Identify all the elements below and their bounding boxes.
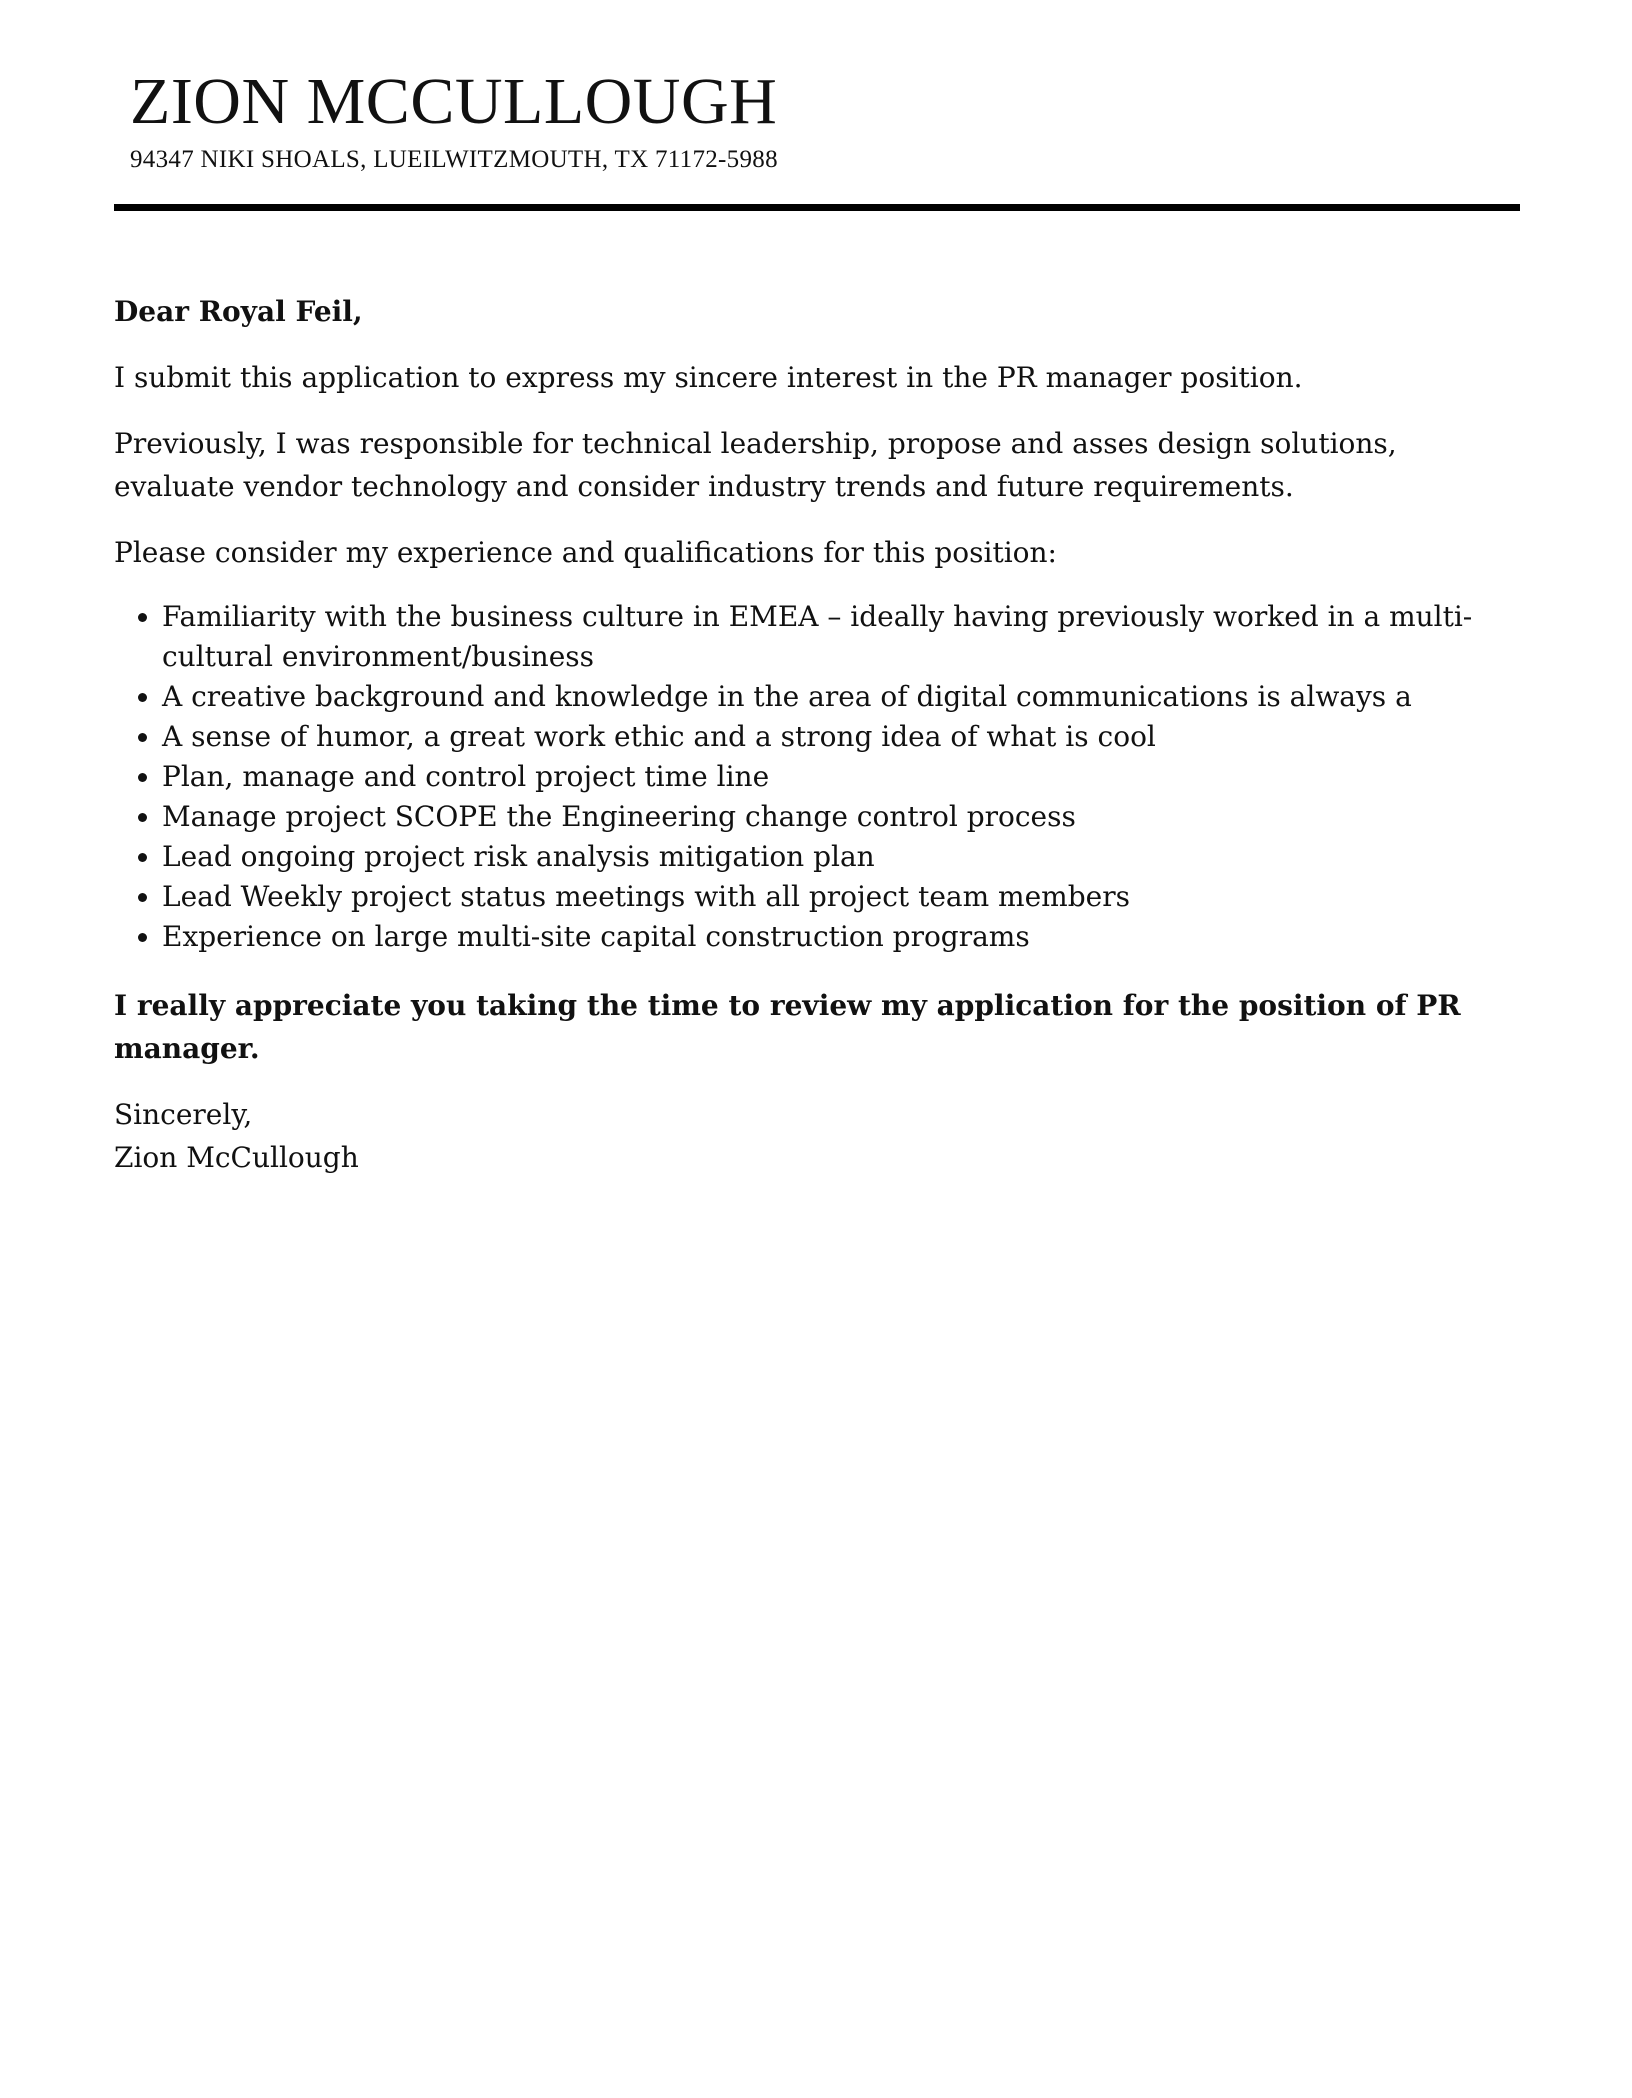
qualifications-lead-in: Please consider my experience and qualifications for this position: — [114, 536, 1057, 569]
list-item: • Plan, manage and control project time line — [162, 757, 1514, 797]
signature-name: Zion McCullough — [114, 1141, 359, 1174]
list-item: • Familiarity with the business culture in EMEA – ideally having previously worked in a multi-cultural environment/business — [162, 597, 1514, 677]
list-item: • A sense of humor, a great work ethic and a strong idea of what is cool — [162, 717, 1514, 757]
signoff: Sincerely, — [114, 1098, 253, 1131]
sender-address: 94347 NIKI SHOALS, LUEILWITZMOUTH, TX 71172-5988 — [130, 146, 778, 173]
letter-header — [130, 62, 1510, 176]
list-item: • Lead Weekly project status meetings with all project team members — [162, 877, 1514, 917]
header-divider — [114, 204, 1520, 211]
closing-paragraph: I really appreciate you taking the time to review my application for the position of PR manager. — [114, 989, 1461, 1065]
sender-name: ZION MCCULLOUGH — [130, 65, 778, 138]
salutation: Dear Royal Feil, — [114, 295, 363, 328]
experience-paragraph: Previously, I was responsible for technical leadership, propose and asses design solutions, evaluate vendor technology and consider industry trends and future requirements. — [114, 427, 1397, 503]
list-item: • A creative background and knowledge in the area of digital communications is always a — [162, 677, 1514, 717]
list-item: • Experience on large multi-site capital construction programs — [162, 917, 1514, 957]
qualifications-list — [114, 597, 1514, 957]
list-item: • Lead ongoing project risk analysis mitigation plan — [162, 837, 1514, 877]
letter-body — [114, 290, 1514, 1179]
intro-paragraph: I submit this application to express my sincere interest in the PR manager position. — [114, 361, 1303, 394]
list-item: • Manage project SCOPE the Engineering change control process — [162, 797, 1514, 837]
